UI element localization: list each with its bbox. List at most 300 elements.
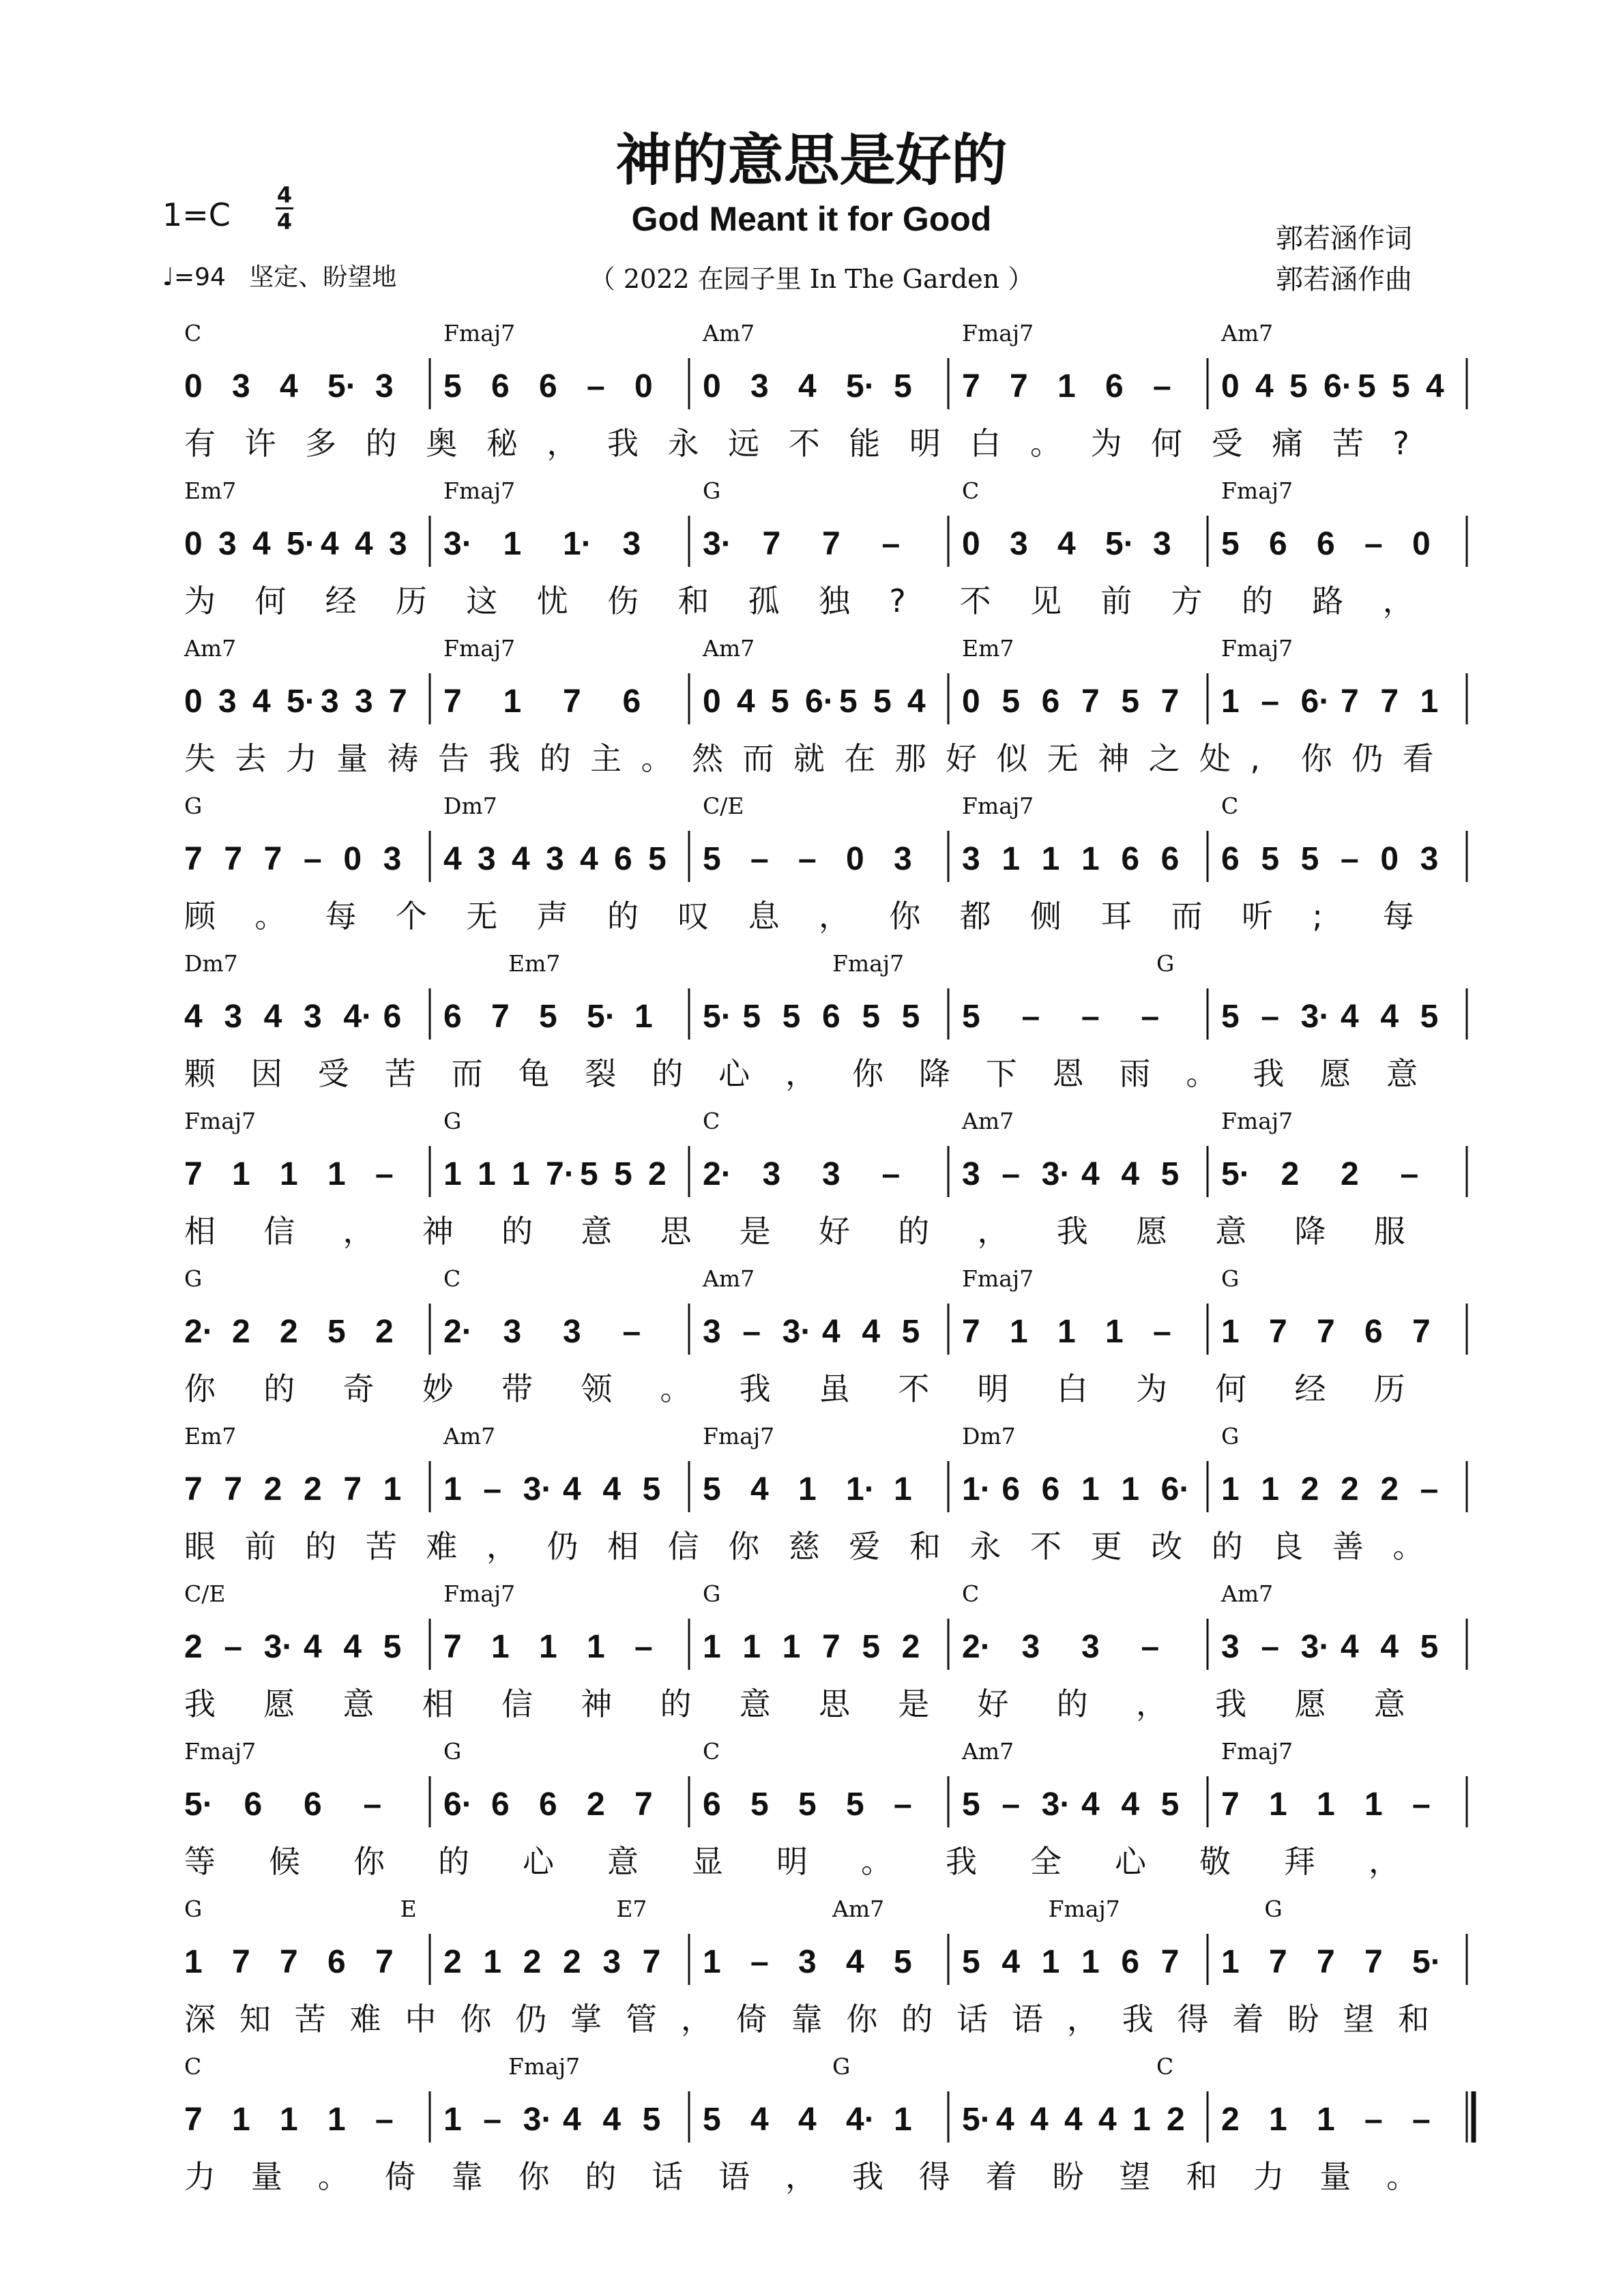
note: 7 [224,1471,243,1507]
lyric-char: ， [977,1213,1009,1250]
note: – [1153,1314,1171,1350]
lyric-char: 。 [317,2158,349,2195]
lyric-char: 你 [518,2158,550,2195]
lyric-char: 管 [625,2001,657,2037]
note: 1 [1121,1471,1140,1507]
note: 3 [389,526,407,562]
note: 6· [1324,368,1353,404]
lyric-char: 忧 [536,583,568,619]
note: 0 [962,683,980,720]
note: 6 [1001,1471,1021,1507]
note: 5 [846,1786,864,1823]
chord-symbol: C [443,1265,461,1292]
note: 1 [1041,1944,1060,1980]
lyric-char: 而 [451,1055,483,1092]
note: 5 [327,1314,346,1350]
note: 6 [1160,841,1180,877]
note: 0 [846,841,864,877]
lyric-char: 明 [977,1370,1009,1407]
note: 1 [1269,1786,1287,1823]
note: 1 [1221,1314,1240,1350]
note: 5 [1392,368,1410,404]
note: – [1341,841,1359,877]
note: 7 [491,999,510,1035]
chord-symbol: Dm7 [443,793,497,819]
note: 4 [1121,1156,1140,1192]
note: 3 [304,999,322,1035]
note: 1 [1010,1314,1028,1350]
lyric-char: 受 [317,1055,349,1092]
lyric-char: 神 [1098,740,1130,777]
note: 7 [1221,1786,1240,1823]
note: 6 [491,1786,510,1823]
lyric-char: 耳 [1100,898,1132,934]
lyric-char: 你 [889,898,921,934]
lyric-char: 。 [1392,1528,1424,1565]
note: 5 [383,1629,402,1665]
note: 1 [798,1471,817,1507]
song-title: 神的意思是好的 [615,128,1008,193]
note: 3 [1153,526,1171,562]
note: – [622,1314,641,1350]
chord-symbol: Fmaj7 [1221,477,1293,504]
lyric-char: ， [1136,1686,1167,1722]
lyric-char: 难 [426,1528,458,1565]
lyric-char: 苦 [365,1528,397,1565]
note: 7 [443,1629,462,1665]
chord-symbol: C/E [703,793,744,819]
note: 1 [478,1156,496,1192]
note: – [1400,1156,1419,1192]
note: 1 [894,1471,912,1507]
note: 2 [1221,2102,1240,2138]
lyric-char: 愿 [1319,1055,1351,1092]
lyric-char: 信 [501,1686,533,1722]
note: 3· [703,526,732,562]
note: 4 [184,999,203,1035]
note: 1 [1364,1786,1383,1823]
lyric-char: 你 [846,2001,878,2037]
note: 5 [901,999,920,1035]
lyric-char: ， [785,2158,817,2195]
note: 7 [443,683,462,720]
lyric-char: 不 [1030,1528,1062,1565]
lyric-char: 似 [996,740,1028,777]
lyric-char: 白 [969,425,1001,462]
note: 7 [1317,1944,1335,1980]
note: 6 [1269,526,1287,562]
note: 4 [563,2102,581,2138]
note: 3· [523,1471,553,1507]
note: 6 [1105,368,1124,404]
note: 3 [478,841,496,877]
note: 7 [1010,368,1028,404]
lyric-char: 。 [861,1843,892,1880]
lyric-char: 仍 [546,1528,579,1565]
note: 4 [563,1471,581,1507]
note: – [375,1156,394,1192]
note: 5 [1300,841,1319,877]
note: 2 [1300,1471,1319,1507]
note: 5 [894,368,912,404]
lyric-char: 前 [1100,583,1132,619]
note: 4 [798,368,817,404]
note: 4 [1057,526,1076,562]
lyric-char: 相 [184,1213,216,1250]
lyric-char: 明 [909,425,941,462]
chord-symbol: E [400,1896,417,1922]
chord-symbol: Fmaj7 [832,950,905,977]
lyric-char: 信 [263,1213,295,1250]
chord-symbol: C [703,1738,720,1765]
note: 3· [443,526,473,562]
lyric-char: 个 [396,898,427,934]
note: 5· [287,683,316,720]
lyric-char: 慈 [788,1528,820,1565]
note: 5 [782,999,801,1035]
note: 2 [648,1156,667,1192]
chord-symbol: Fmaj7 [962,793,1034,819]
chord-symbol: G [184,1896,203,1922]
note: 4 [798,2102,817,2138]
lyric-char: 痛 [1272,425,1304,462]
note: 6 [1221,841,1240,877]
note: 3 [355,683,373,720]
lyric-char: ; [1312,898,1323,934]
note: 5 [648,841,667,877]
note: 4 [846,1944,864,1980]
note: 5 [1420,1629,1439,1665]
note: 7 [1364,1944,1383,1980]
note: 6 [539,368,557,404]
note: 7 [375,1944,394,1980]
note: 3 [218,526,237,562]
lyric-char: 奇 [342,1370,375,1407]
note: 1 [1221,683,1240,720]
lyric-char: 的 [263,1370,295,1407]
chord-symbol: Fmaj7 [443,477,516,504]
lyric-char: 带 [501,1370,533,1407]
note: 1 [1081,1944,1100,1980]
note: 5 [962,999,980,1035]
note: 3 [1081,1629,1100,1665]
lyric-char: 仍 [1351,740,1384,777]
lyric-char: 裂 [585,1055,617,1092]
note: 0 [184,683,203,720]
note: – [1261,1629,1280,1665]
note: 4· [846,2102,875,2138]
chord-symbol: Am7 [184,635,237,662]
lyric-char: 改 [1151,1528,1183,1565]
note: – [750,841,769,877]
chord-symbol: Am7 [962,1108,1014,1134]
lyric-char: 愿 [263,1686,295,1722]
lyric-char: 。 [1030,425,1062,462]
note: 4 [996,2102,1014,2138]
note: 4 [263,999,282,1035]
lyric-char: ， [680,2001,712,2037]
lyric-char: 而 [1171,898,1203,934]
lyric-char: 告 [438,740,469,777]
lyric-char: 妙 [422,1370,454,1407]
note: 4 [512,841,530,877]
note: – [742,1314,761,1350]
note: – [1021,999,1040,1035]
note: 5 [1420,999,1439,1035]
note: 5· [962,2102,991,2138]
chord-symbol: Fmaj7 [703,1423,775,1449]
lyric-char: 良 [1272,1528,1304,1565]
note: 7 [1412,1314,1431,1350]
note: 2· [443,1314,473,1350]
key-signature: 1=C [162,196,231,233]
chord-symbol: G [443,1738,462,1765]
lyric-char: 许 [244,425,276,462]
note: 7 [343,1471,362,1507]
lyric-char: 龟 [518,1055,550,1092]
note: 1 [1261,1471,1280,1507]
note: – [1001,1786,1021,1823]
note: 1 [443,1471,462,1507]
note: 6· [1160,1471,1190,1507]
note: 3 [798,1944,817,1980]
lyric-char: 不 [898,1370,930,1407]
chord-symbol: Am7 [1221,1580,1274,1607]
lyric-char: ， [342,1213,375,1250]
note: 3 [375,368,394,404]
note: 7 [224,841,243,877]
note: 3 [894,841,912,877]
note: 5 [839,683,858,720]
note: 3· [263,1629,293,1665]
note: 4 [1380,1629,1399,1665]
lyric-char: 盼 [1287,2001,1319,2037]
note: 7 [563,683,581,720]
lyric-char: 侧 [1030,898,1062,934]
note: 5 [1121,683,1140,720]
chord-symbol: Am7 [1221,320,1274,347]
note: 0 [1221,368,1240,404]
lyric-char: 每 [1382,898,1414,934]
chord-symbol: Am7 [703,1265,755,1292]
lyric-char: 永 [667,425,699,462]
lyric-char: 我 [1122,2001,1154,2037]
lyric-char: 因 [250,1055,282,1092]
lyric-char: 而 [742,740,774,777]
note: 3 [321,683,339,720]
note: 3 [962,841,980,877]
lyric-char: 白 [1056,1370,1088,1407]
note: 1 [232,2102,250,2138]
lyric-char: 的 [365,425,397,462]
note: 1 [634,999,653,1035]
note: 1 [1221,1471,1240,1507]
note: 4 [737,683,755,720]
lyric-char: 心 [523,1843,554,1880]
note: 5 [894,1944,912,1980]
note: 1 [703,1944,721,1980]
lyric-char: 颗 [184,1055,216,1092]
note: 0 [184,526,203,562]
note: 6 [383,999,402,1035]
note: 6 [1121,841,1140,877]
lyric-char: 前 [244,1528,276,1565]
note: 5 [873,683,892,720]
lyric-char: 降 [1294,1213,1326,1250]
note: 2· [962,1629,991,1665]
note: 5 [771,683,789,720]
chord-symbol: E7 [616,1896,647,1922]
note: 4 [321,526,339,562]
note: 5 [1358,368,1376,404]
lyric-char: 仍 [515,2001,547,2037]
lyric-char: 看 [1402,740,1434,777]
chord-symbol: Fmaj7 [443,635,516,662]
note: 5· [846,368,875,404]
note: 7· [546,1156,575,1192]
chord-symbol: Fmaj7 [508,2053,581,2080]
lyric-char: 为 [1090,425,1122,462]
lyric-char: 你 [184,1370,216,1407]
chord-symbol: Am7 [962,1738,1014,1765]
note: 3 [563,1314,581,1350]
note: 1 [443,2102,462,2138]
note: 5 [1261,841,1280,877]
lyric-char: 倚 [384,2158,416,2195]
lyric-char: 意 [581,1213,613,1250]
note: 5 [750,1786,769,1823]
lyric-char: 善 [1332,1528,1364,1565]
time-signature-bottom: 4 [276,209,293,235]
note: 5 [1221,526,1240,562]
note: 3 [962,1156,980,1192]
lyric-char: 和 [909,1528,941,1565]
note: 1 [280,1156,298,1192]
note: 2 [1341,1156,1359,1192]
note: 1 [1221,1944,1240,1980]
lyric-char: 无 [466,898,498,934]
note: 4 [252,683,271,720]
expression-marking: 坚定、盼望地 [249,263,397,291]
note: 4 [1001,1944,1021,1980]
lyric-char: 意 [607,1843,639,1880]
note: 4 [1030,2102,1049,2138]
note: – [750,1944,769,1980]
lyric-char: 下 [985,1055,1017,1092]
note: 7 [822,526,840,562]
lyric-char: 力 [184,2158,216,2195]
note: 7 [962,368,980,404]
lyric-char: 望 [1119,2158,1151,2195]
note: 1 [443,1156,462,1192]
chord-symbol: Dm7 [184,950,238,977]
lyric-char: 盼 [1052,2158,1084,2195]
note: 4 [1081,1156,1100,1192]
lyric-char: 的 [901,2001,933,2037]
note: – [375,2102,394,2138]
note: 2 [280,1314,298,1350]
note: 1 [1081,1471,1100,1507]
note: 4 [252,526,271,562]
lyric-char: 你 [353,1843,385,1880]
note: 2 [232,1314,250,1350]
lyric-char: 为 [184,583,216,619]
lyric-char: 心 [1115,1843,1146,1880]
note: 1 [383,1471,402,1507]
chord-symbol: Am7 [443,1423,496,1449]
note: 5 [1289,368,1308,404]
lyricist-credit: 郭若涵作词 [1276,223,1412,254]
note: – [1412,2102,1431,2138]
lyric-char: 的 [305,1528,337,1565]
lyric-char: 的 [652,1055,684,1092]
note: 3 [546,841,564,877]
lyric-char: 息 [748,898,780,934]
note: – [881,526,901,562]
note: – [894,1786,912,1823]
note: 4 [1064,2102,1083,2138]
chord-symbol: Em7 [962,635,1014,662]
lyric-char: 历 [1373,1370,1405,1407]
lyric-char: ， [1066,2001,1098,2037]
lyric-char: 意 [1373,1686,1405,1722]
lyric-char: 的 [1211,1528,1243,1565]
note: 6 [304,1786,322,1823]
note: 3 [762,1156,781,1192]
note: 2 [443,1944,462,1980]
note: 4 [602,1471,622,1507]
lyric-char: 的 [585,2158,617,2195]
lyric-char: 意 [342,1686,375,1722]
lyric-char: ? [1392,425,1409,462]
note: 3· [1300,999,1330,1035]
lyric-char: 秘 [486,425,518,462]
note: 3 [602,1944,622,1980]
lyric-char: 我 [1253,1055,1285,1092]
note: 1 [1001,841,1021,877]
note: 4 [1341,1629,1359,1665]
note: 1 [1420,683,1439,720]
note: 7 [1081,683,1100,720]
chord-symbol: Fmaj7 [184,1108,257,1134]
note: 5· [1221,1156,1251,1192]
note: 5 [1160,1786,1180,1823]
lyric-char: 神 [581,1686,613,1722]
note: 4 [602,2102,622,2138]
lyric-char: ， [486,1528,518,1565]
lyric-char: 得 [918,2158,950,2195]
song-title-english: God Meant it for Good [631,200,992,238]
chord-symbol: C [184,320,202,347]
note: 4 [1098,2102,1117,2138]
lyric-char: 我 [184,1686,216,1722]
note: 5 [703,841,721,877]
chord-symbol: C [1221,793,1239,819]
lyric-char: 你 [728,1528,760,1565]
note: 6 [443,999,462,1035]
lyric-char: 之 [1148,740,1180,777]
note: 7 [962,1314,980,1350]
lyric-char: 力 [1253,2158,1285,2195]
chord-symbol: G [184,793,203,819]
lyric-char: 愿 [1136,1213,1167,1250]
note: 2 [563,1944,581,1980]
lyric-char: 这 [466,583,498,619]
lyric-char: 意 [1215,1213,1247,1250]
note: 7 [1380,683,1399,720]
lyric-char: 何 [1151,425,1183,462]
lyric-char: 爱 [849,1528,881,1565]
